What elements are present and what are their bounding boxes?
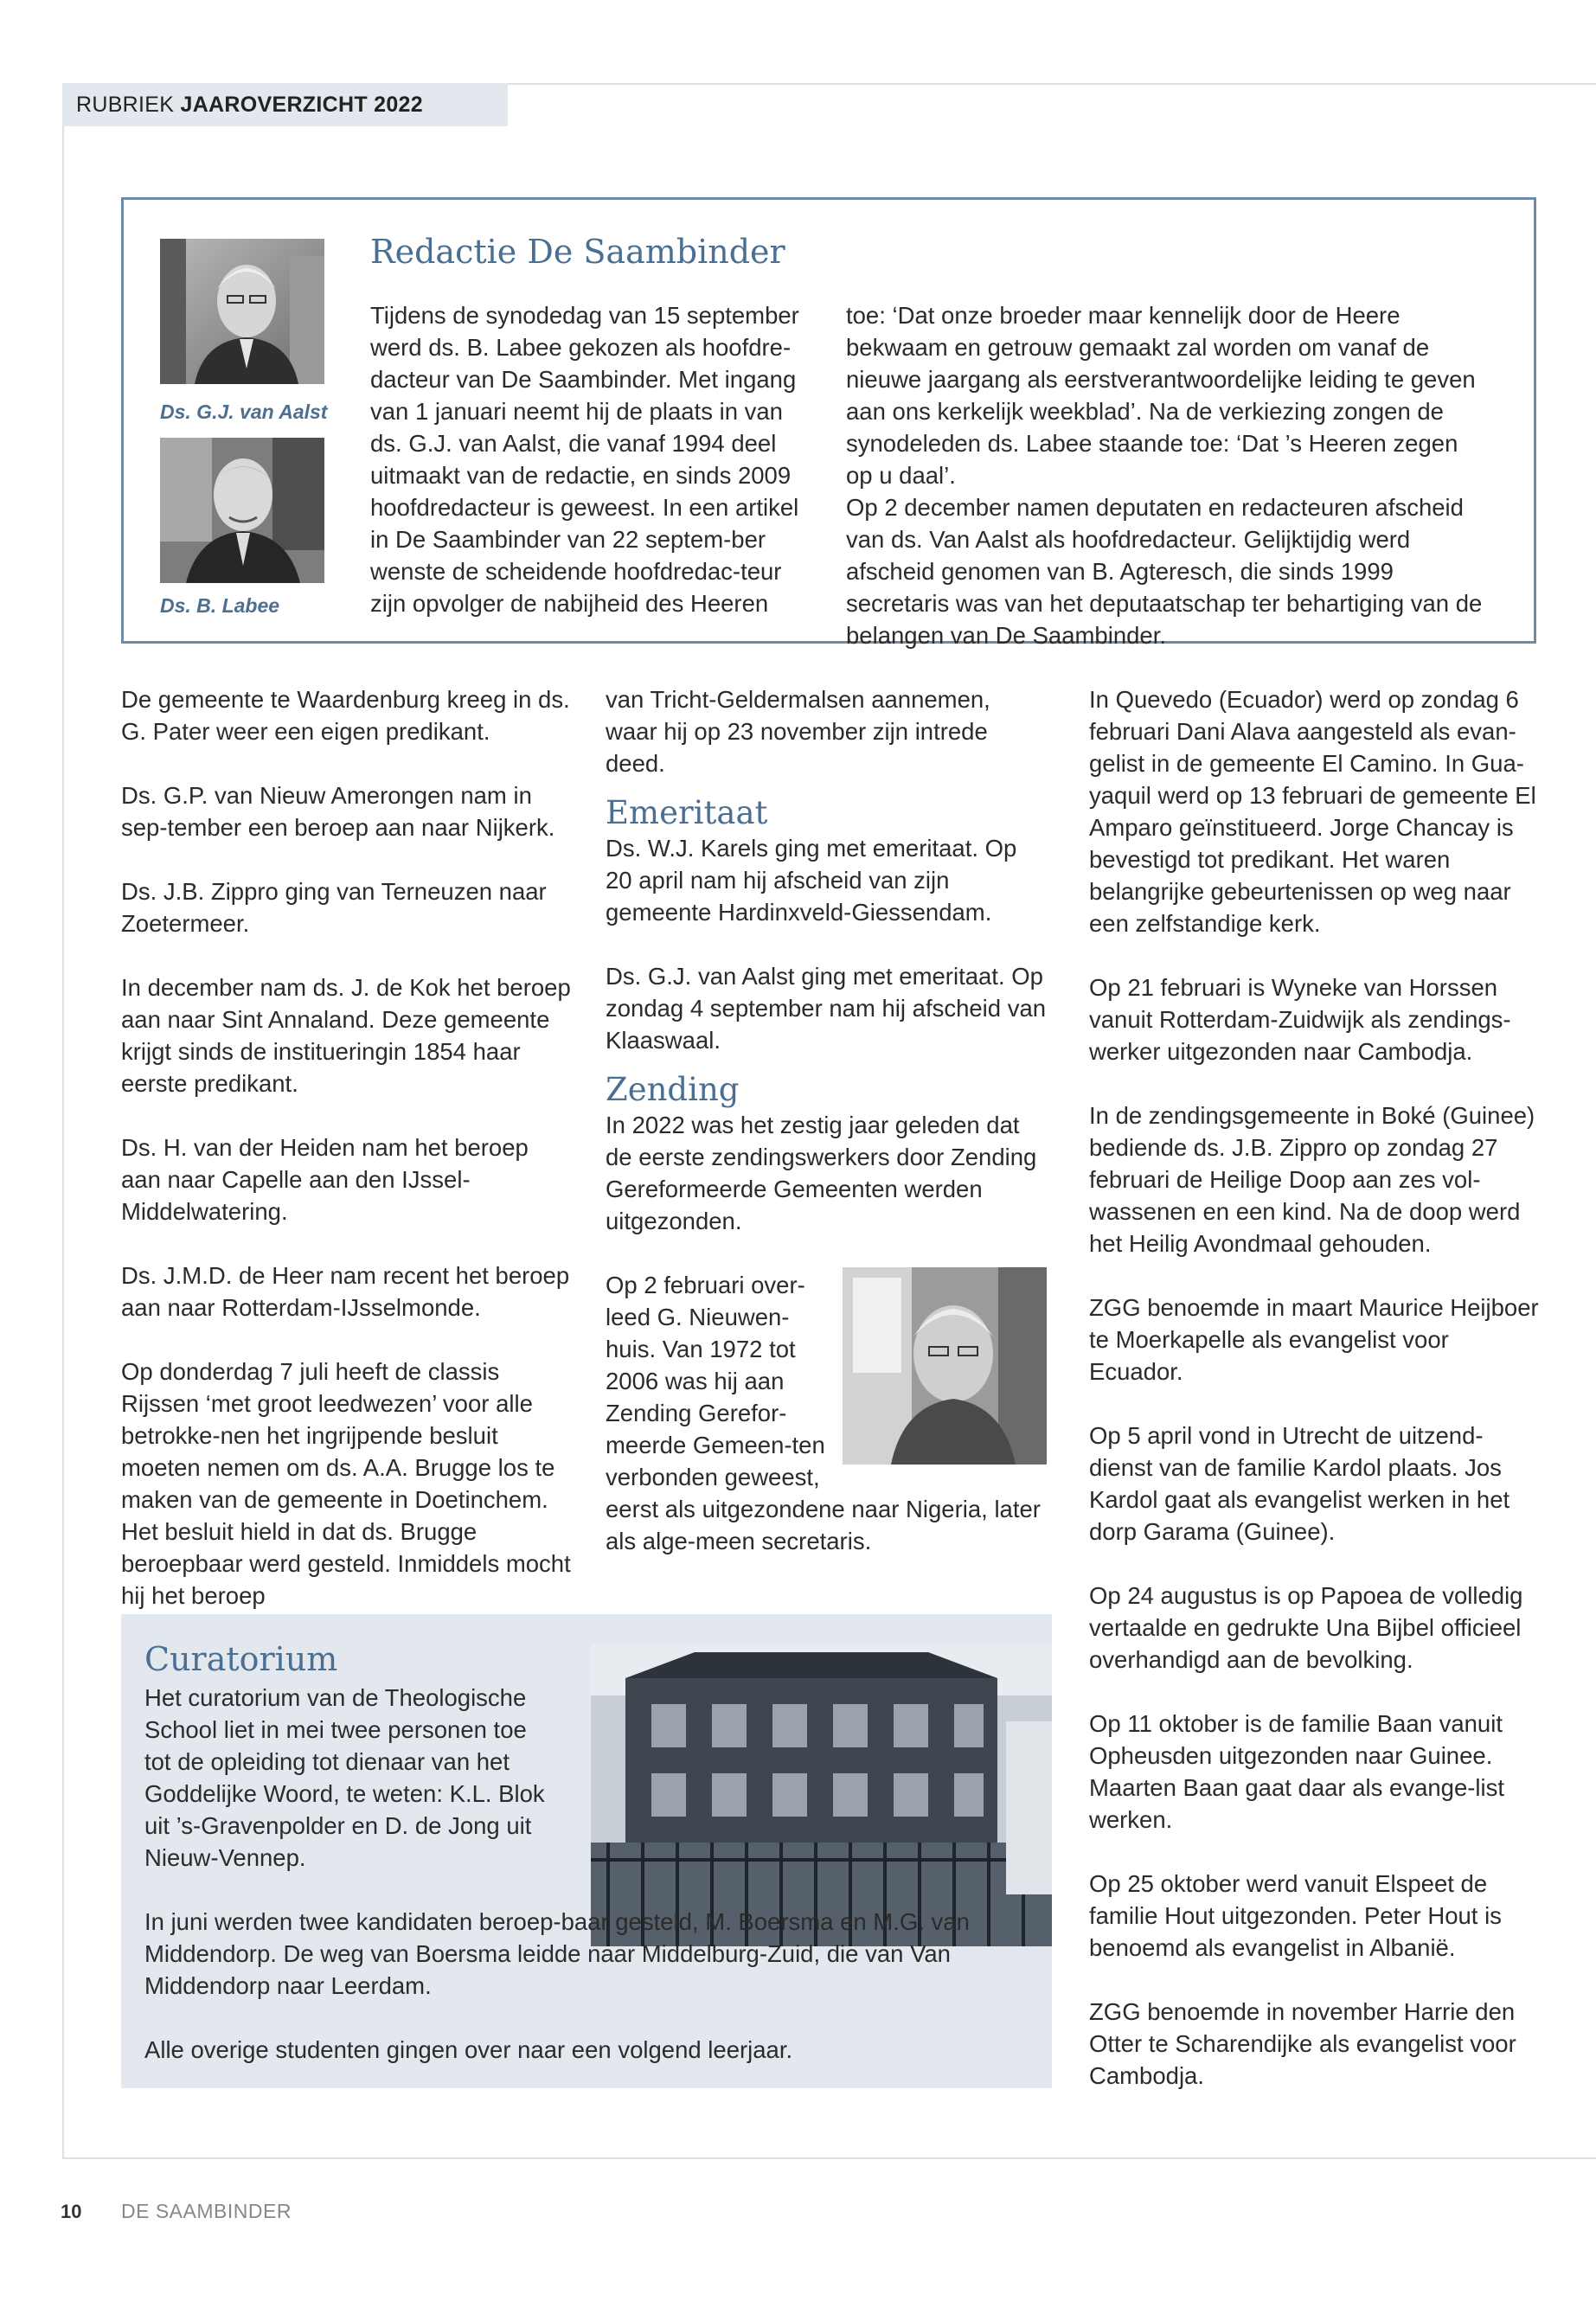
col1-paragraph: In december nam ds. J. de Kok het beroep aan naar Sint Annaland. Deze gemeente krijgt sinds de institueringin 1854 haar eerste predikant. <box>121 974 571 1097</box>
col1-paragraph: Ds. H. van der Heiden nam het beroep aan naar Capelle aan den IJssel-Middelwatering. <box>121 1134 529 1225</box>
section-title: JAAROVERZICHT 2022 <box>180 93 423 117</box>
building-image <box>591 1644 1052 1946</box>
col3-paragraph: Op 11 oktober is de familie Baan vanuit Opheusden uitgezonden naar Guinee. Maarten Baan gaat daar als evange-list werken. <box>1089 1710 1505 1833</box>
col3-paragraph: ZGG benoemde in maart Maurice Heijboer te Moerkapelle als evangelist voor Ecuador. <box>1089 1294 1539 1385</box>
zending-obituary-block <box>606 1269 1047 1557</box>
curatorium-text-wide <box>144 1906 1027 2066</box>
redactie-paragraph-1: Tijdens de synodedag van 15 september werd ds. B. Labee gekozen als hoofdre-dacteur van De Saambinder. Met ingang van 1 januari neemt hij de plaats in van ds. G.J. van Aalst, die vanaf 1994 deel uitmaakt van de redactie, en sinds 2009 hoofdredacteur is geweest. In een artikel in De Saambinder van 22 septem-ber wenste de scheidende hoofdredac-teur zijn opvolger de nabijheid des Heeren <box>370 302 799 617</box>
curatorium-paragraph-2: In juni werden twee kandidaten beroep-baar gesteld, M. Boersma en M.G. van Middendorp. De weg van Boersma leidde naar Middelburg-Zuid, die van Van Middendorp naar Leerdam. <box>144 1908 970 1999</box>
col3-paragraph: Op 5 april vond in Utrecht de uitzend-dienst van de familie Kardol plaats. Jos Kardol gaat als evangelist werken in het dorp Garama (Guinee). <box>1089 1422 1510 1545</box>
curatorium-box <box>121 1614 1052 2088</box>
col1-paragraph: Op donderdag 7 juli heeft de classis Rijssen ‘met groot leedwezen’ voor alle betrokke-nen het ingrijpende besluit moeten nemen om ds. A.A. Brugge los te maken van de gemeente in Doetinchem. Het besluit hield in dat ds. Brugge beroepbaar werd gesteld. Inmiddels mocht hij het beroep <box>121 1358 571 1609</box>
emeritaat-paragraph-2: Ds. G.J. van Aalst ging met emeritaat. Op zondag 4 september nam hij afscheid van Klaaswaal. <box>606 963 1047 1054</box>
col3-paragraph: Op 21 februari is Wyneke van Horssen vanuit Rotterdam-Zuidwijk als zendings-werker uitgezonden naar Cambodja. <box>1089 974 1511 1065</box>
col3-paragraph: Op 25 oktober werd vanuit Elspeet de familie Hout uitgezonden. Peter Hout is benoemd als evangelist in Albanië. <box>1089 1870 1502 1961</box>
redactie-title: Redactie De Saambinder <box>370 233 785 271</box>
emeritaat-paragraph-1: Ds. W.J. Karels ging met emeritaat. Op 20 april nam hij afscheid van zijn gemeente Hardinxveld-Giessendam. <box>606 835 1017 926</box>
column-1 <box>121 683 571 1612</box>
column-3 <box>1089 683 1539 2092</box>
col2-intro: van Tricht-Geldermalsen aannemen, waar hij op 23 november zijn intrede deed. <box>606 686 990 777</box>
rubriek-header <box>62 83 508 126</box>
page-number: 10 <box>61 2201 82 2222</box>
caption-van-aalst: Ds. G.J. van Aalst <box>160 401 328 423</box>
redactie-col-2 <box>846 299 1486 651</box>
curatorium-text <box>144 1682 551 1874</box>
photo-labee <box>160 438 324 583</box>
portrait-labee-image <box>160 438 324 583</box>
col3-paragraph: ZGG benoemde in november Harrie den Otter te Scharendijke als evangelist voor Cambodja. <box>1089 1998 1516 2089</box>
redactie-paragraph-3: Op 2 december namen deputaten en redacteuren afscheid van ds. Van Aalst als hoofdredacteur. Gelijktijdig werd afscheid genomen van B. Agteresch, die sinds 1999 secretaris was van het deputaatschap ter behartiging van de belangen van De Saambinder. <box>846 494 1483 649</box>
zending-paragraph-1: In 2022 was het zestig jaar geleden dat de eerste zendingswerkers door Zending Gereformeerde Gemeenten werden uitgezonden. <box>606 1112 1037 1234</box>
redactie-col-1 <box>370 299 807 619</box>
redactie-paragraph-2: toe: ‘Dat onze broeder maar kennelijk door de Heere bekwaam en getrouw gemaakt zal worden om vanaf de nieuwe jaargang als eerstverantwoordelijke leiding te geven aan ons kerkelijk weekblad’. Na de verkiezing zongen de synodeleden ds. Labee staande toe: ‘Dat ’s Heeren zegen op u daal’. <box>846 302 1476 489</box>
portrait-nieuwenhuis-image <box>843 1267 1047 1465</box>
col3-paragraph: Op 24 augustus is op Papoea de volledig vertaalde en gedrukte Una Bijbel officieel overhandigd aan de bevolking. <box>1089 1582 1523 1673</box>
col1-paragraph: De gemeente te Waardenburg kreeg in ds. G. Pater weer een eigen predikant. <box>121 686 570 745</box>
zending-heading: Zending <box>606 1071 740 1108</box>
frame-left-line <box>62 83 64 2159</box>
col1-paragraph: Ds. J.M.D. de Heer nam recent het beroep aan naar Rotterdam-IJsselmonde. <box>121 1262 570 1321</box>
emeritaat-heading: Emeritaat <box>606 794 768 831</box>
redactie-box <box>121 197 1536 649</box>
frame-bottom-line <box>62 2157 1596 2159</box>
zending-paragraph-2: Op 2 februari over-leed G. Nieuwen-huis. Van 1972 tot 2006 was hij aan Zending Gerefor-meerde Gemeen-ten verbonden geweest, eerst als uitgezondene naar Nigeria, later als alge-meen secretaris. <box>606 1272 1041 1554</box>
curatorium-paragraph-3: Alle overige studenten gingen over naar een volgend leerjaar. <box>144 2036 793 2063</box>
curatorium-title: Curatorium <box>144 1640 338 1678</box>
col3-paragraph: In Quevedo (Ecuador) werd op zondag 6 februari Dani Alava aangesteld als evan-gelist in de gemeente El Camino. In Gua-yaquil werd op 13 februari de gemeente El Amparo geïnstitueerd. Jorge Chancay is bevestigd tot predikant. Het waren belangrijke gebeurtenissen op weg naar een zelfstandige kerk. <box>1089 686 1536 937</box>
magazine-name: DE SAAMBINDER <box>121 2200 292 2222</box>
photo-nieuwenhuis <box>843 1267 1047 1465</box>
portrait-van-aalst-image <box>160 239 324 384</box>
photo-theological-school <box>591 1644 1052 1946</box>
col1-paragraph: Ds. J.B. Zippro ging van Terneuzen naar Zoetermeer. <box>121 878 547 937</box>
column-2 <box>606 683 1047 1557</box>
photo-van-aalst <box>160 239 324 384</box>
col3-paragraph: In de zendingsgemeente in Boké (Guinee) bediende ds. J.B. Zippro op zondag 27 februari de Heilige Doop aan zes vol-wassenen en een kind. Na de doop werd het Heilig Avondmaal gehouden. <box>1089 1102 1535 1257</box>
col1-paragraph: Ds. G.P. van Nieuw Amerongen nam in sep-tember een beroep aan naar Nijkerk. <box>121 782 555 841</box>
curatorium-paragraph-1: Het curatorium van de Theologische School liet in mei twee personen toe tot de opleiding tot dienaar van het Goddelijke Woord, te weten: K.L. Blok uit ’s-Gravenpolder en D. de Jong uit Nieuw-Vennep. <box>144 1684 545 1871</box>
caption-labee: Ds. B. Labee <box>160 594 280 617</box>
rubriek-label: RUBRIEK <box>76 93 175 117</box>
